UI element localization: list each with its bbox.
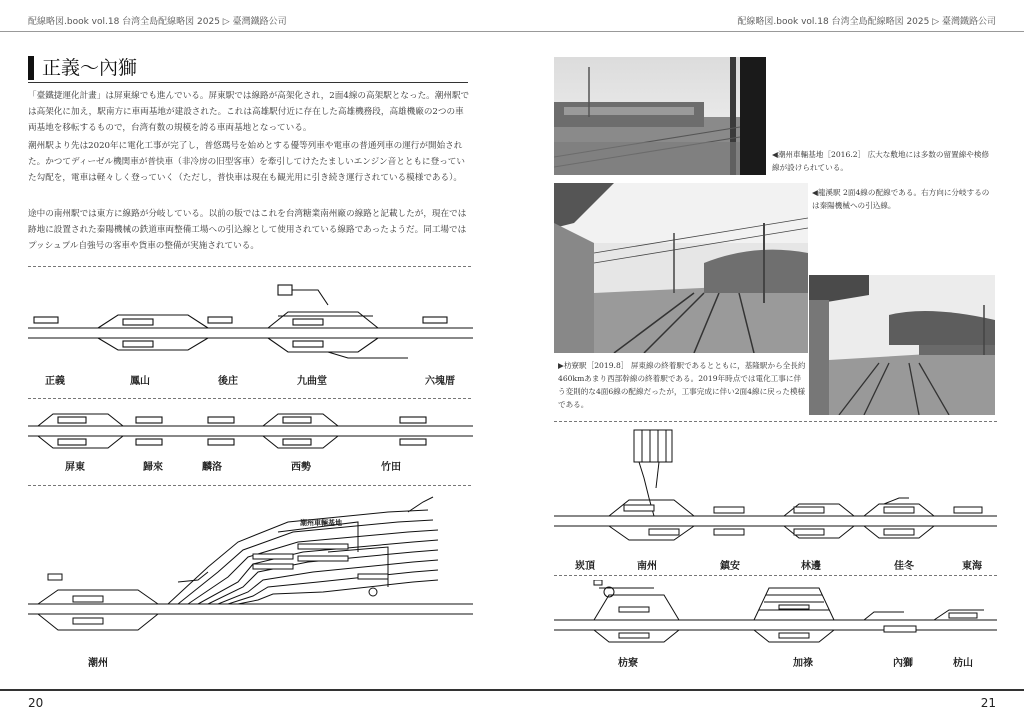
station-label: 東海 — [962, 561, 982, 572]
separator — [554, 421, 997, 422]
track-diagram-row2 — [28, 408, 473, 453]
track-diagram-row3 — [28, 492, 473, 642]
station-label: 正義 — [45, 376, 65, 387]
station-label: 潮州 — [88, 658, 108, 669]
caption-longxi: ◀龍溪駅 2面4線の配線である。右方向に分岐するのは秦陽機械への引込線。 — [812, 188, 990, 210]
section-title — [28, 56, 468, 82]
footer-rule — [0, 689, 1024, 691]
station-label: 屏東 — [65, 462, 85, 473]
photo-depot — [554, 57, 766, 175]
page-number-left: 20 — [28, 696, 44, 710]
station-label: 加祿 — [793, 658, 813, 669]
station-label: 枋山 — [953, 658, 973, 669]
station-label: 六塊厝 — [425, 376, 455, 387]
station-label: 鳳山 — [130, 376, 150, 387]
header-rule — [0, 31, 1024, 32]
station-label: 枋寮 — [618, 658, 638, 669]
separator — [28, 398, 471, 399]
station-label: 鎮安 — [720, 561, 740, 572]
station-label: 歸來 — [143, 462, 163, 473]
paragraph-1: 「臺鐵捷運化計畫」は屏東線でも進んでいる。屏東駅では線路が高架化され，2面4線の高架駅となった。潮州駅では高架化に加え，駅南方に車両基地が建設された。これは高雄駅付近に存在した高雄機務段，高雄機廠の2つの車両基地を移転するもので，台湾有数の規模を誇る車両基地となっている。 — [28, 91, 470, 133]
track-diagram-row5 — [554, 580, 997, 648]
photo-fangliao-station — [809, 275, 995, 415]
station-label: 麟洛 — [202, 462, 222, 473]
track-diagram-row4 — [554, 428, 997, 546]
track-diagram-row1 — [28, 280, 473, 360]
station-label: 竹田 — [381, 462, 401, 473]
section-title-text: 正義～內獅 — [42, 57, 138, 79]
separator — [28, 266, 471, 267]
separator — [554, 575, 997, 576]
station-label: 南州 — [637, 561, 657, 572]
separator — [28, 485, 471, 486]
running-header-left: 配線略図.book vol.18 台湾全島配線略図 2025 ▷ 臺灣鐵路公司 — [28, 17, 287, 27]
station-label: 後庄 — [218, 376, 238, 387]
station-label: 崁頂 — [575, 561, 595, 572]
photo-longxi-station — [554, 183, 808, 353]
station-label: 林邊 — [801, 561, 821, 572]
station-label: 佳冬 — [894, 561, 914, 572]
title-bar — [28, 56, 34, 80]
title-rule — [28, 82, 468, 83]
station-label: 內獅 — [893, 658, 913, 669]
running-header-right: 配線略図.book vol.18 台湾全島配線略図 2025 ▷ 臺灣鐵路公司 — [737, 17, 996, 27]
station-label: 西勢 — [291, 462, 311, 473]
page-number-right: 21 — [980, 696, 996, 710]
paragraph-3: 途中の南州駅では東方に線路が分岐している。以前の版ではこれを台湾糖業南州廠の線路と記載したが，現在では跡地に設置された秦陽機械の鉄道車両整備工場への引込線として使用されている線路であったようだ。同工場ではプッシュプル自強号の客車や貨車の整備が実施されている。 — [28, 209, 467, 251]
depot-label: 潮州車輛基地 — [300, 519, 342, 527]
caption-fangliao: ▶枋寮駅［2019.8］ 屏東線の終着駅であるとともに，基隆駅から全長約460kmあまり西部幹線の終着駅である。2019年時点では電化工事に伴う変則的な4面6線の配線だったが，工事完成に伴い2面4線に戻った模様である。 — [558, 361, 806, 409]
station-label: 九曲堂 — [297, 376, 327, 387]
caption-depot: ◀潮州車輛基地［2016.2］ 広大な敷地には多数の留置線や検修線が設けられている。 — [772, 150, 990, 172]
paragraph-2: 潮州駅より先は2020年に電化工事が完了し，普悠瑪号を始めとする優等列車や電車の普通列車の運行が開始された。かつてディーゼル機関車が普快車（非冷房の旧型客車）を牽引してけたたましいエンジン音とともに登っていた勾配を，電車は軽々しく登っていく（ただし，普快車は現在も観光用に引き続き運行されている模様である）。 — [28, 141, 465, 183]
